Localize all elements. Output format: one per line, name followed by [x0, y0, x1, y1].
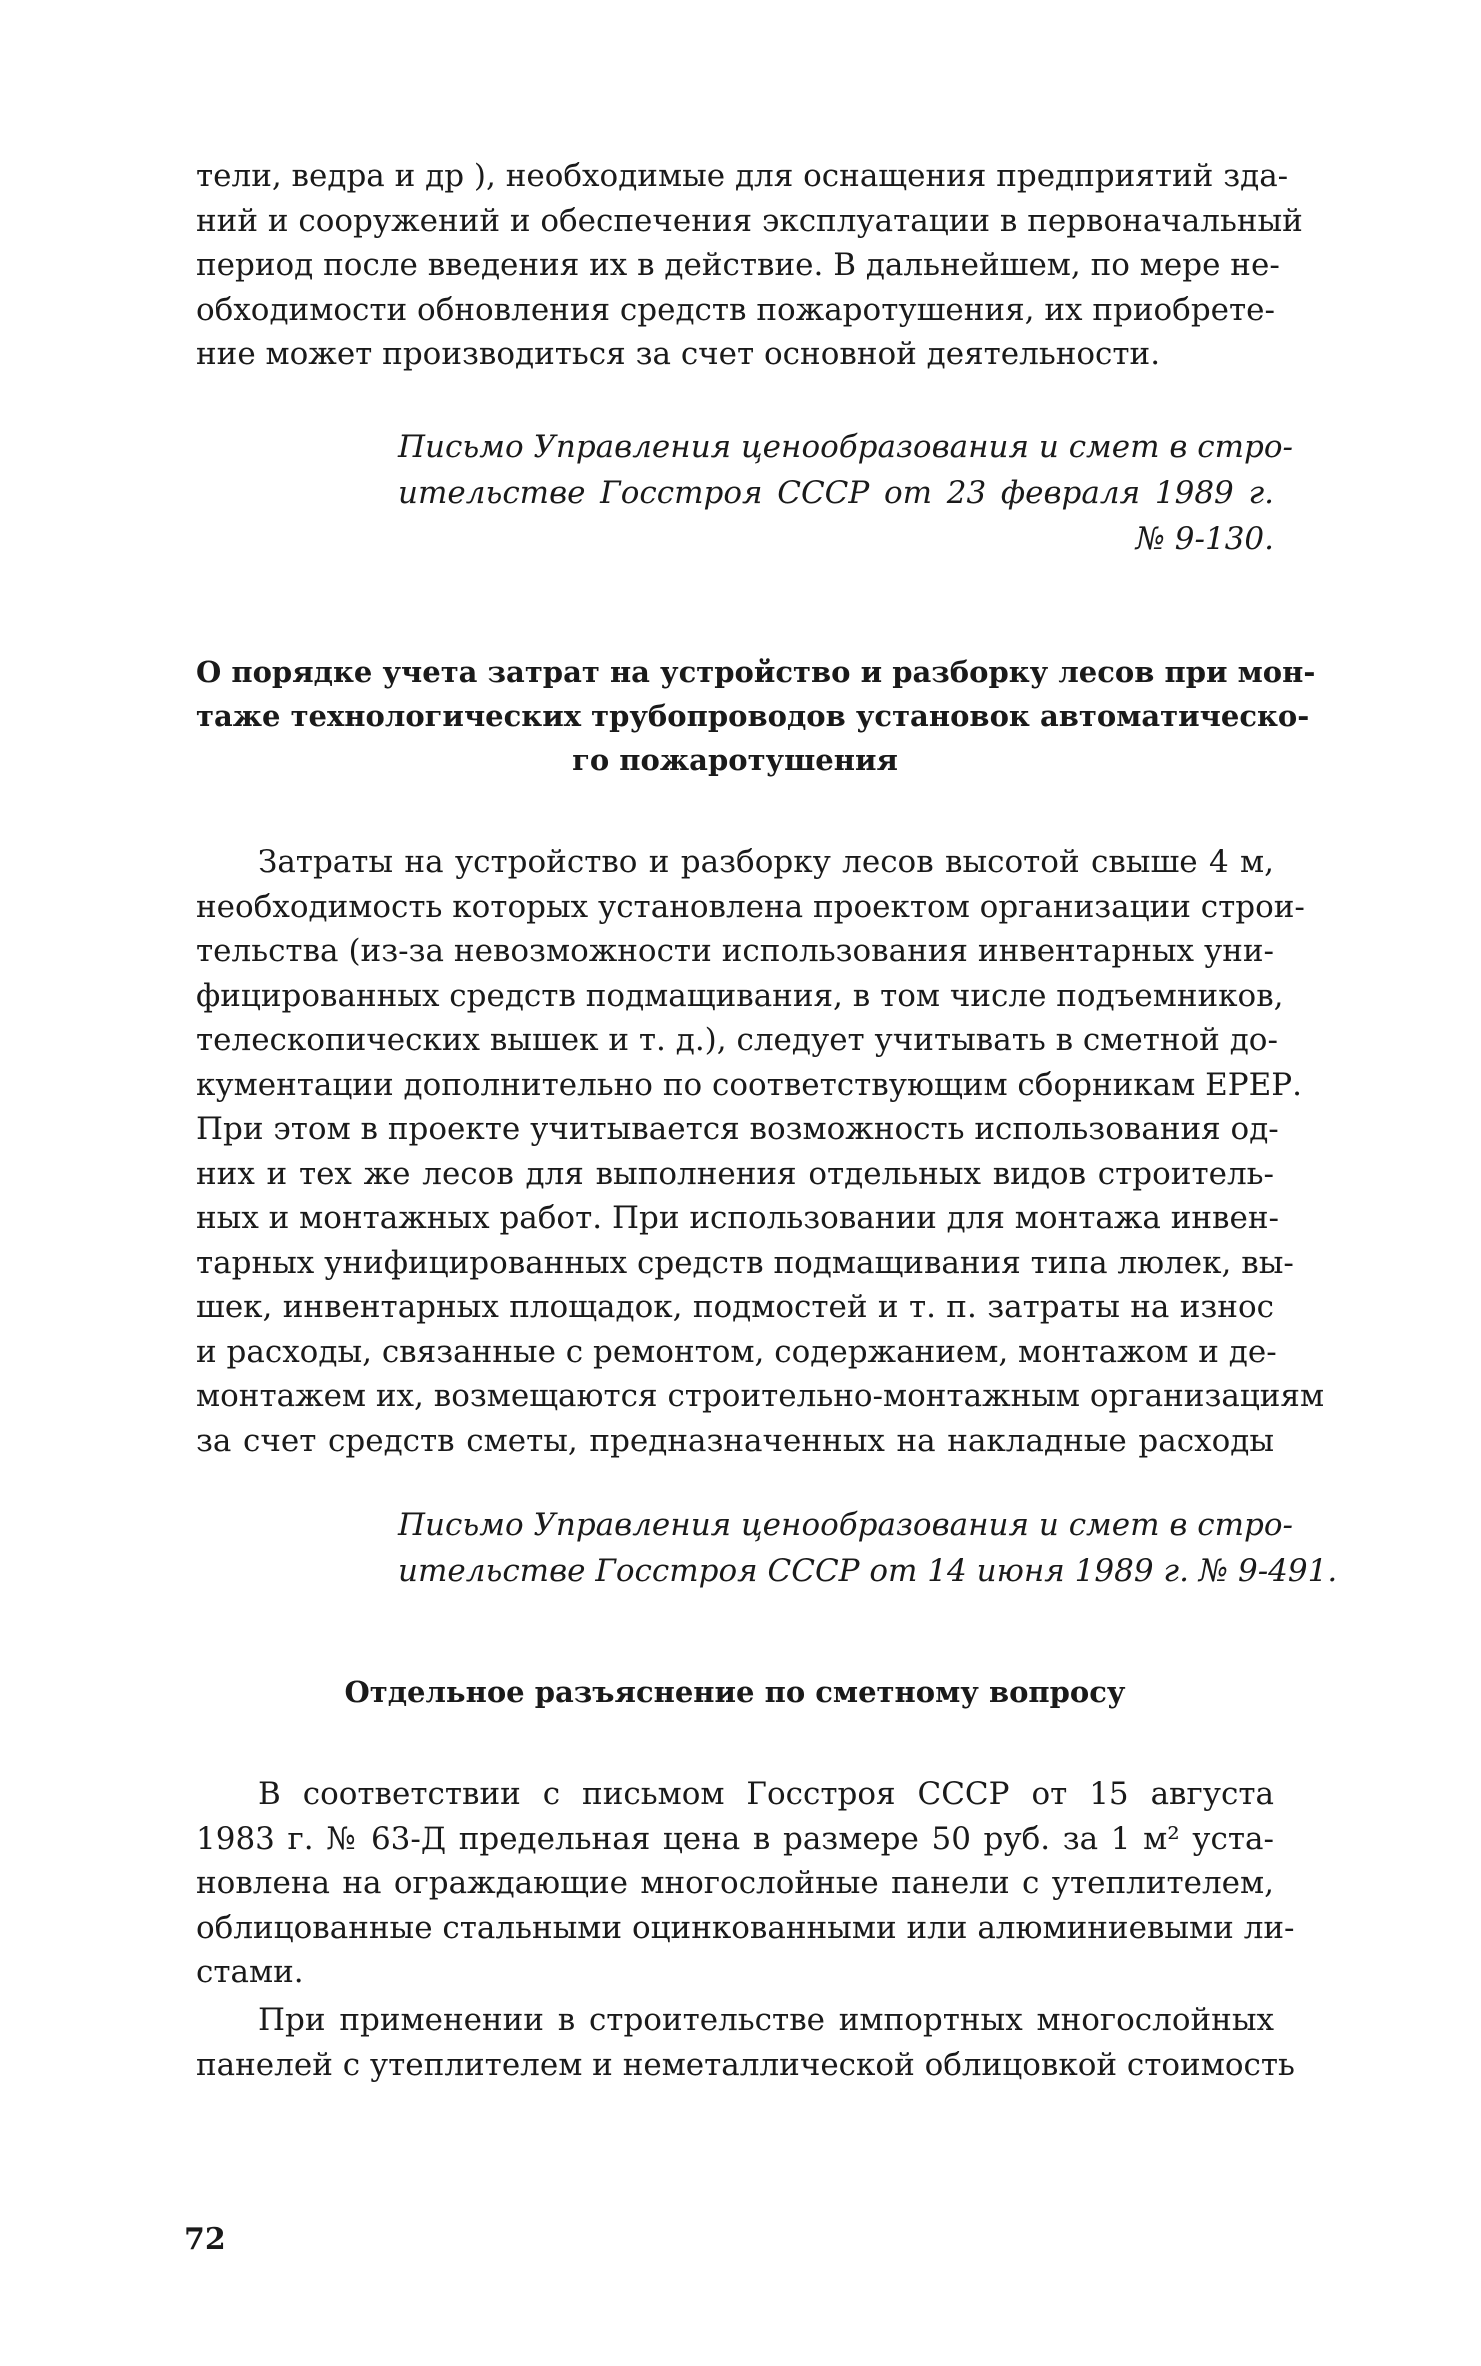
text-line: тарных унифицированных средств подмащивания типа люлек, вы-	[196, 1244, 1294, 1281]
text-line: 1983 г. № 63-Д предельная цена в размере 50 руб. за 1 м² уста-	[196, 1820, 1274, 1857]
text-line: Затраты на устройство и разборку лесов высотой свыше 4 м,	[258, 844, 1274, 880]
text-line: за счет средств сметы, предназначенных на накладные расходы	[196, 1422, 1274, 1459]
text-line: ние может производиться за счет основной деятельности.	[196, 336, 1161, 372]
text-line: При применении в строительстве импортных многослойных	[258, 2002, 1274, 2038]
text-line: ных и монтажных работ. При использовании для монтажа инвен-	[196, 1200, 1279, 1236]
heading-line: О порядке учета затрат на устройство и разборку лесов при мон-	[196, 655, 1316, 689]
text-line: шек, инвентарных площадок, подмостей и т. п. затраты на износ	[196, 1289, 1274, 1325]
citation-line: Письмо Управления ценообразования и смет в стро-	[398, 429, 1293, 465]
text-line: облицованные стальными оцинкованными или алюминиевыми ли-	[196, 1909, 1295, 1946]
text-line: фицированных средств подмащивания, в том числе подъемников,	[196, 977, 1284, 1014]
paragraph-scaffolding	[196, 840, 1325, 1463]
section-heading-1	[196, 650, 1316, 782]
text-line: период после введения их в действие. В дальнейшем, по мере не-	[196, 247, 1280, 283]
text-line: новлена на ограждающие многослойные панели с утеплителем,	[196, 1865, 1274, 1901]
text-line: обходимости обновления средств пожаротушения, их приобрете-	[196, 291, 1275, 328]
source-citation-2	[398, 1502, 1338, 1594]
paragraph-import	[196, 1998, 1295, 2087]
citation-line: ительстве Госстроя СССР от 14 июня 1989 г. № 9-491.	[398, 1553, 1338, 1589]
citation-line: Письмо Управления ценообразования и смет в стро-	[398, 1507, 1293, 1543]
text-line: кументации дополнительно по соответствующим сборникам ЕРЕР.	[196, 1066, 1302, 1103]
text-line: стами.	[196, 1954, 304, 1990]
text-line: необходимость которых установлена проектом организации строи-	[196, 888, 1305, 925]
text-line: панелей с утеплителем и неметаллической облицовкой стоимость	[196, 2046, 1295, 2083]
text-line: ний и сооружений и обеспечения эксплуатации в первоначальный	[196, 202, 1303, 239]
citation-line: № 9-130.	[1135, 521, 1274, 557]
heading-line: го пожаротушения	[572, 743, 898, 777]
text-line: и расходы, связанные с ремонтом, содержанием, монтажом и де-	[196, 1333, 1277, 1370]
text-line: телескопических вышек и т. д.), следует учитывать в сметной до-	[196, 1022, 1278, 1058]
text-line: В соответствии с письмом Госстроя СССР от 15 августа	[258, 1776, 1274, 1812]
text-line: При этом в проекте учитывается возможность использования од-	[196, 1111, 1279, 1147]
paragraph-intro	[196, 154, 1303, 377]
page-number: 72	[184, 2222, 226, 2257]
text-line: них и тех же лесов для выполнения отдельных видов строитель-	[196, 1155, 1274, 1192]
section-heading-2	[196, 1670, 1274, 1714]
text-line: монтажем их, возмещаются строительно-монтажным организациям	[196, 1378, 1325, 1414]
heading-line: таже технологических трубопроводов установок автоматическо-	[196, 699, 1310, 733]
source-citation-1	[398, 424, 1293, 562]
citation-line: ительстве Госстроя СССР от 23 февраля 1989 г.	[398, 475, 1274, 511]
heading-line: Отдельное разъяснение по сметному вопросу	[344, 1675, 1126, 1709]
text-line: тельства (из-за невозможности использования инвентарных уни-	[196, 933, 1274, 969]
paragraph-price	[196, 1772, 1295, 1995]
text-line: тели, ведра и др ), необходимые для оснащения предприятий зда-	[196, 158, 1289, 194]
